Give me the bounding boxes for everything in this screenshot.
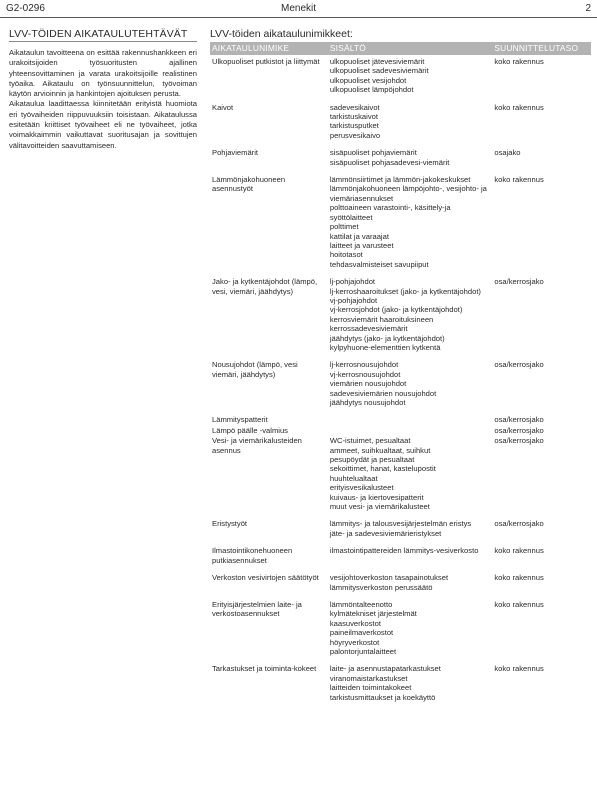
content-item: lämmönjakohuoneen lämpöjohto-, vesijohto- ja viemäriasennukset xyxy=(329,184,487,203)
page-title: Menekit xyxy=(280,3,316,14)
content-item: lj-kerrosnousujohdot xyxy=(329,360,399,370)
table-row xyxy=(210,426,591,436)
row-level: osa/kerrosjako xyxy=(494,436,544,446)
intro-title: LVV-TÖIDEN AIKATAULUTEHTÄVÄT xyxy=(9,28,197,42)
row-content xyxy=(328,415,493,425)
content-item: sadevesiviemärien nousujohdot xyxy=(329,388,437,398)
content-item: ulkopuoliset jätevesiviemärit xyxy=(329,57,425,66)
content-item: ammeet, suihkualtaat, suihkut xyxy=(329,445,431,455)
content-item: kerrosviemärit haaroituksineen xyxy=(329,314,434,324)
column-header-content: SISÄLTÖ xyxy=(328,42,493,55)
content-item: sisäpuoliset pohjasadevesi-viemärit xyxy=(329,157,450,167)
page-number: 2 xyxy=(585,3,591,14)
row-name: Jako- ja kytkentäjohdot (lämpö, vesi, viemäri, jäähdytys) xyxy=(212,277,318,296)
content-item: lj-kerroshaaroitukset (jako- ja kytkentäjohdot) xyxy=(329,286,481,296)
content-item: tehdasvalmisteiset savupiiput xyxy=(329,259,429,269)
content-item: vesijohtoverkoston tasapainotukset xyxy=(329,573,449,583)
content-item: muut vesi- ja viemärikalusteet xyxy=(329,502,430,512)
table-row xyxy=(210,546,591,573)
content-item: polttimet xyxy=(329,222,359,232)
table-row xyxy=(210,360,591,415)
content-item: vj-pohjajohdot xyxy=(329,295,378,305)
table-header-row xyxy=(210,42,591,55)
row-content xyxy=(328,277,493,360)
row-level: osa/kerrosjako xyxy=(494,277,544,287)
row-content xyxy=(328,546,493,573)
row-content xyxy=(328,148,493,175)
row-content xyxy=(328,600,493,664)
row-level: koko rakennus xyxy=(494,175,544,185)
table-row xyxy=(210,664,591,710)
content-item: perusvesikaivo xyxy=(329,130,381,140)
table-row xyxy=(210,148,591,175)
content-item: laitteiden toimintakokeet xyxy=(329,683,412,693)
table-row xyxy=(210,55,591,103)
table-row xyxy=(210,519,591,546)
intro-paragraph-2: Aikataulua laadittaessa kiinnitetään erityistä huomiota eri työvaiheiden riippuvuuksiin toisistaan. Aikataulussa esitetään kriittiset työvaiheet eli ne työvaiheet, jotka voimakkaimmin vaikuttavat suoritusajan ja sovittujen välitavoitteiden saavuttamiseen. xyxy=(9,99,197,150)
content-item: ilmastointipattereiden lämmitys-vesiverkosto xyxy=(329,546,479,556)
row-level: osa/kerrosjako xyxy=(494,519,544,529)
row-level: osa/kerrosjako xyxy=(494,415,544,425)
row-name: Lämpö päälle -valmius xyxy=(212,425,288,435)
content-item: paineilmaverkostot xyxy=(329,628,394,638)
row-name: Lämmityspatterit xyxy=(212,415,268,425)
content-item: ulkopuoliset vesijohdot xyxy=(329,75,407,85)
content-item: kylpyhuone-elementtien kytkentä xyxy=(329,342,441,352)
row-level: koko rakennus xyxy=(494,599,544,609)
content-item: erityisvesikalusteet xyxy=(329,483,394,493)
content-item: laite- ja asennustapatarkastukset xyxy=(329,664,441,674)
row-content xyxy=(328,573,493,600)
content-item: WC-istuimet, pesualtaat xyxy=(329,436,411,446)
row-level: koko rakennus xyxy=(494,102,544,112)
column-header-level: SUUNNITTELUTASO xyxy=(492,42,591,55)
table-row xyxy=(210,436,591,519)
row-level: koko rakennus xyxy=(494,573,544,583)
row-name: Lämmönjakohuoneen asennustyöt xyxy=(212,175,286,194)
content-item: jäte- ja sadevesiviemärieristykset xyxy=(329,528,442,538)
content-item: kuivaus- ja kiertovesipatterit xyxy=(329,492,424,502)
content-item: polttoaineen varastointi-, käsittely-ja syöttölaitteet xyxy=(329,203,451,222)
row-name: Erityisjärjestelmien laite- ja verkostoasennukset xyxy=(212,599,302,619)
content-item: lämmitysverkoston perussäätö xyxy=(329,582,433,592)
content-item: lämmitys- ja talousvesijärjestelmän eristys xyxy=(329,519,472,529)
content-item: vj-kerrosnousujohdot xyxy=(329,369,401,379)
content-item: tarkistuskaivot xyxy=(329,112,378,122)
content-item: pesupöydät ja pesualtaat xyxy=(329,455,415,465)
row-level: koko rakennus xyxy=(494,664,544,674)
table-row xyxy=(210,103,591,149)
page-header xyxy=(0,0,597,18)
table-row xyxy=(210,415,591,425)
row-content xyxy=(328,436,493,519)
content-item: kerrossadevesiviemärit xyxy=(329,324,408,334)
table-row xyxy=(210,600,591,664)
content-item: sekoittimet, hanat, kastelupostit xyxy=(329,464,436,474)
row-name: Vesi- ja viemärikalusteiden asennus xyxy=(212,436,302,455)
row-name: Eristystyöt xyxy=(212,519,248,529)
row-content xyxy=(328,360,493,415)
row-name: Verkoston vesivirtojen säätötyöt xyxy=(212,573,319,583)
schedule-section xyxy=(210,28,591,710)
content-item: ulkopuoliset lämpöjohdot xyxy=(329,85,414,95)
row-level: koko rakennus xyxy=(494,546,544,556)
content-item: kattilat ja varaajat xyxy=(329,231,389,241)
row-content xyxy=(328,519,493,546)
row-name: Nousujohdot (lämpö, vesi viemäri, jäähdytys) xyxy=(212,360,298,379)
content-item: hoitotasot xyxy=(329,250,363,260)
schedule-table xyxy=(210,42,591,710)
content-item: tarkistusmittaukset ja koekäyttö xyxy=(329,692,436,702)
table-row xyxy=(210,175,591,277)
table-body xyxy=(210,55,591,710)
row-content xyxy=(328,426,493,436)
content-item: viemärien nousujohdot xyxy=(329,379,407,389)
content-item: viranomaistarkastukset xyxy=(329,673,408,683)
schedule-title: LVV-töiden aikataulunimikkeet: xyxy=(210,28,353,40)
row-level: osajako xyxy=(494,148,521,158)
column-header-name: AIKATAULUNIMIKE xyxy=(210,42,328,55)
row-name: Ilmastointikonehuoneen putkiasennukset xyxy=(212,546,293,565)
document-code: G2-0296 xyxy=(6,3,45,14)
content-item: huuhtelualtaat xyxy=(329,473,378,483)
content-item: sisäpuoliset pohjaviemärit xyxy=(329,148,417,158)
row-name: Tarkastukset ja toiminta-kokeet xyxy=(212,664,317,674)
content-item: jäähdytys (jako- ja kytkentäjohdot) xyxy=(329,333,445,343)
content-item: höyryverkostot xyxy=(329,637,380,647)
row-name: Ulkopuoliset putkistot ja liittymät xyxy=(212,57,320,66)
content-item: jäähdytys nousujohdot xyxy=(329,398,406,407)
content-item: laitteet ja varusteet xyxy=(329,240,394,250)
content-item: sadevesikaivot xyxy=(329,102,380,112)
row-name: Kaivot xyxy=(212,102,234,112)
content-item: lj-pohjajohdot xyxy=(329,277,376,287)
row-content xyxy=(328,55,493,103)
content-item: tarkistusputket xyxy=(329,121,379,131)
content-item: palontorjuntalaitteet xyxy=(329,646,397,656)
table-row xyxy=(210,277,591,360)
row-level: osa/kerrosjako xyxy=(494,360,544,370)
intro-section xyxy=(9,28,197,151)
content-item: lämmönsiirtimet ja lämmön-jakokeskukset xyxy=(329,175,471,185)
content-item: kylmätekniset järjestelmät xyxy=(329,609,417,619)
content-item: ulkopuoliset sadevesiviemärit xyxy=(329,66,429,76)
table-row xyxy=(210,573,591,600)
row-content xyxy=(328,103,493,149)
intro-paragraph-1: Aikataulun tavoitteena on esittää rakennushankkeen eri urakoitsijoiden työsuoritusten ajallinen yhteensovittaminen ja varata urakoitsijoille realistinen työaika. Aikataulu on työnsuunnittelun, työvoiman käytön arvioinnin ja hankintojen ajoituksen perusta. xyxy=(9,48,197,99)
content-item: lämmöntalteenotto xyxy=(329,599,393,609)
row-content xyxy=(328,664,493,710)
content-item: vj-kerrosjohdot (jako- ja kytkentäjohdot) xyxy=(329,305,463,315)
row-name: Pohjaviemärit xyxy=(212,148,259,158)
content-item: kaasuverkostot xyxy=(329,618,381,628)
row-level: koko rakennus xyxy=(494,57,544,66)
row-content xyxy=(328,175,493,277)
row-level: osa/kerrosjako xyxy=(494,425,544,435)
